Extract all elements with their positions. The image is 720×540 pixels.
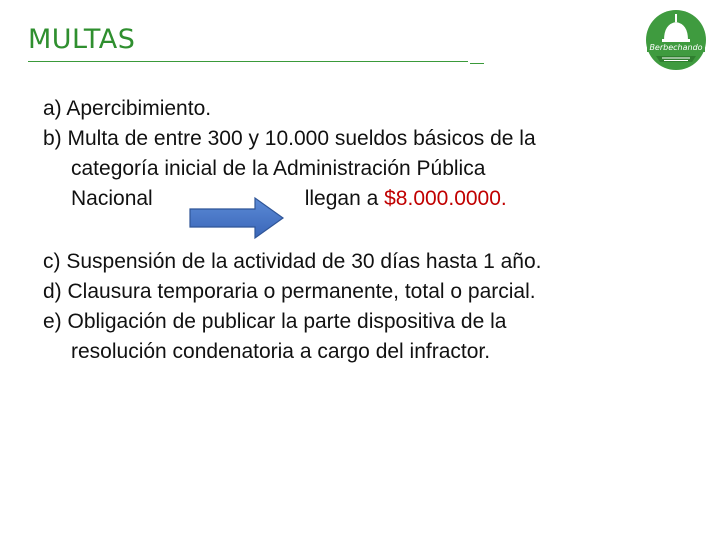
fine-amount: $8.000.0000. [384, 187, 507, 210]
list-item-b-line3-start: Nacional [71, 187, 153, 210]
list-item-d: d) Clausura temporaria o permanente, total o parcial. [43, 280, 536, 303]
logo-text: Berbechando [649, 43, 703, 52]
sanctions-list [43, 94, 703, 367]
page-title: MULTAS [28, 24, 136, 55]
list-item-a: a) Apercibimiento. [43, 97, 212, 120]
right-arrow-icon [189, 196, 285, 240]
list-item-b-line3 [43, 184, 703, 214]
list-item-b-line2: categoría inicial de la Administración Pública [71, 157, 486, 180]
dome-logo-icon [642, 4, 710, 72]
title-underline-tail [470, 63, 484, 64]
list-item-b-line3-mid: llegan a [304, 187, 385, 210]
list-item-e-line2: resolución condenatoria a cargo del infractor. [71, 340, 491, 363]
list-item-e-line1: e) Obligación de publicar la parte dispositiva de la [43, 310, 507, 333]
list-item-b-line1: b) Multa de entre 300 y 10.000 sueldos básicos de la [43, 127, 536, 150]
list-item-c: c) Suspensión de la actividad de 30 días hasta 1 año. [43, 250, 542, 273]
title-underline [28, 61, 468, 62]
spacer [43, 214, 703, 247]
